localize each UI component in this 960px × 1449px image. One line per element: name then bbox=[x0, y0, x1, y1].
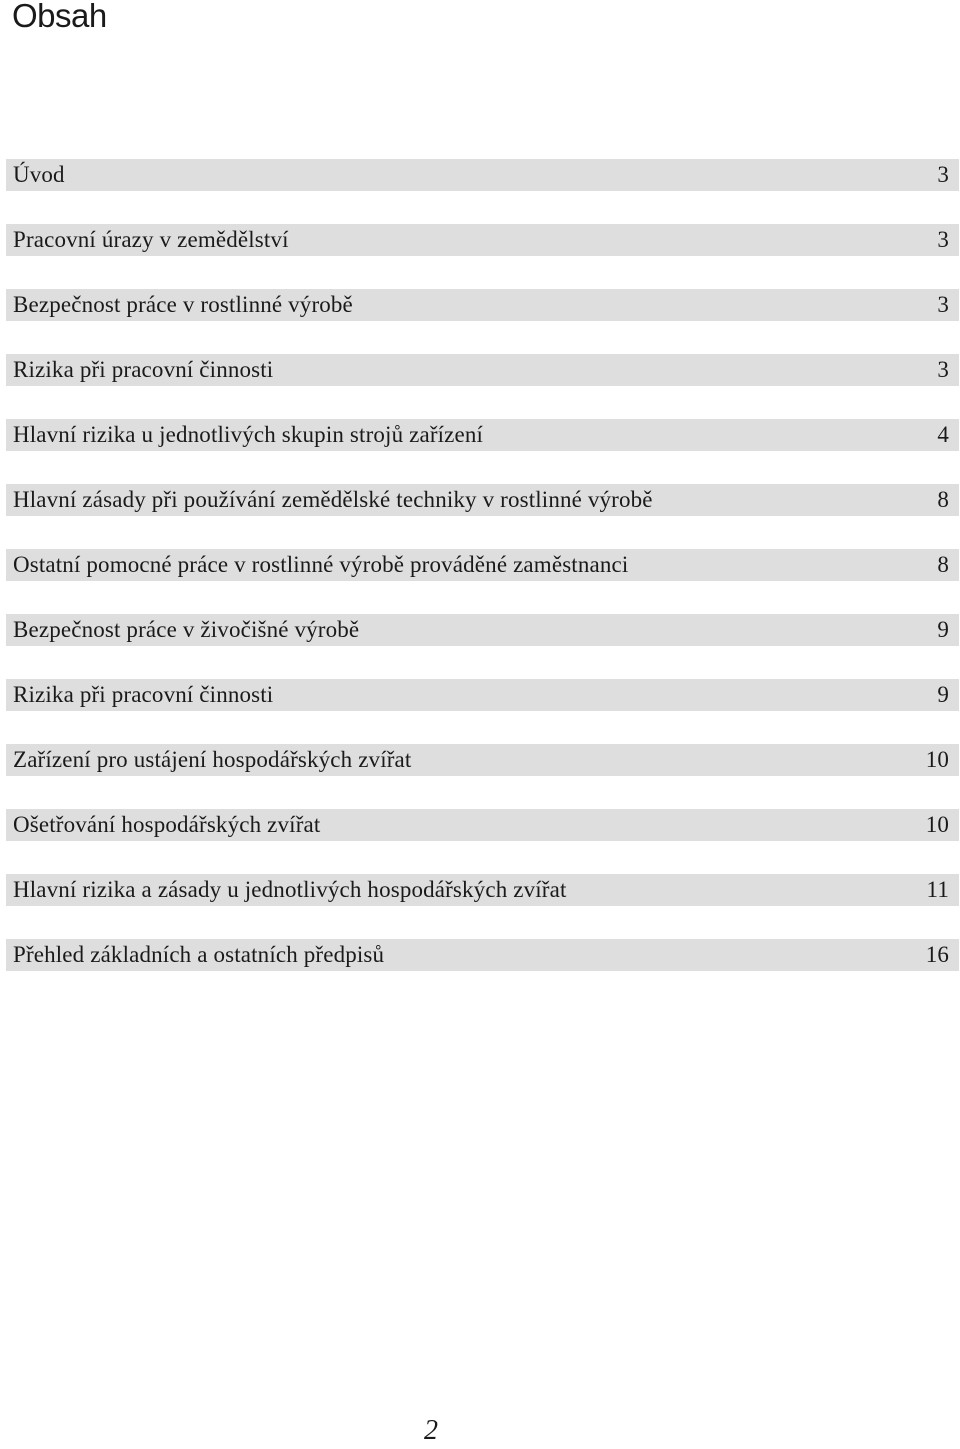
toc-entry-title: Pracovní úrazy v zemědělství bbox=[13, 227, 289, 252]
toc-entry-rizika-rostlinne[interactable] bbox=[6, 354, 959, 386]
toc-entry-page: 10 bbox=[925, 812, 949, 837]
toc-entry-hlavni-rizika-stroju[interactable] bbox=[6, 419, 959, 451]
toc-entry-page: 16 bbox=[925, 942, 949, 967]
toc-entry-title: Ostatní pomocné práce v rostlinné výrobě prováděné zaměstnanci bbox=[13, 552, 629, 577]
page-title: Obsah bbox=[12, 0, 107, 34]
toc-entry-pracovni-urazy[interactable] bbox=[6, 224, 959, 256]
toc-entry-title: Bezpečnost práce v rostlinné výrobě bbox=[13, 292, 353, 317]
toc-entry-page: 3 bbox=[937, 292, 949, 317]
toc-entry-prehled-predpisu[interactable] bbox=[6, 939, 959, 971]
toc-entry-ostatni-pomocne-prace[interactable] bbox=[6, 549, 959, 581]
toc-entry-page: 4 bbox=[937, 422, 949, 447]
toc-entry-rizika-zivocisne[interactable] bbox=[6, 679, 959, 711]
toc-entry-title: Úvod bbox=[13, 162, 65, 187]
toc-entry-page: 9 bbox=[937, 682, 949, 707]
toc-entry-bezpecnost-rostlinne[interactable] bbox=[6, 289, 959, 321]
toc-entry-page: 3 bbox=[937, 162, 949, 187]
toc-entry-page: 9 bbox=[937, 617, 949, 642]
toc-entry-title: Zařízení pro ustájení hospodářských zvířat bbox=[13, 747, 412, 772]
toc-entry-title: Rizika při pracovní činnosti bbox=[13, 682, 274, 707]
toc-entry-title: Bezpečnost práce v živočišné výrobě bbox=[13, 617, 360, 642]
toc-entry-page: 8 bbox=[937, 487, 949, 512]
toc-entry-osetrovani-zvirat[interactable] bbox=[6, 809, 959, 841]
toc-entry-bezpecnost-zivocisne[interactable] bbox=[6, 614, 959, 646]
toc-entry-title: Ošetřování hospodářských zvířat bbox=[13, 812, 321, 837]
table-of-contents bbox=[6, 159, 959, 1004]
toc-entry-page: 8 bbox=[937, 552, 949, 577]
toc-entry-title: Hlavní rizika a zásady u jednotlivých hospodářských zvířat bbox=[13, 877, 567, 902]
toc-entry-hlavni-zasady-techniky[interactable] bbox=[6, 484, 959, 516]
toc-entry-uvod[interactable] bbox=[6, 159, 959, 191]
page-number: 2 bbox=[424, 1415, 438, 1446]
toc-entry-zarizeni-ustajeni[interactable] bbox=[6, 744, 959, 776]
toc-entry-hlavni-rizika-zvirat[interactable] bbox=[6, 874, 959, 906]
toc-entry-title: Přehled základních a ostatních předpisů bbox=[13, 942, 385, 967]
toc-entry-page: 10 bbox=[925, 747, 949, 772]
toc-entry-page: 3 bbox=[937, 357, 949, 382]
toc-entry-title: Hlavní rizika u jednotlivých skupin strojů zařízení bbox=[13, 422, 484, 447]
toc-entry-page: 11 bbox=[926, 877, 949, 902]
toc-entry-page: 3 bbox=[937, 227, 949, 252]
toc-entry-title: Rizika při pracovní činnosti bbox=[13, 357, 274, 382]
toc-entry-title: Hlavní zásady při používání zemědělské techniky v rostlinné výrobě bbox=[13, 487, 653, 512]
